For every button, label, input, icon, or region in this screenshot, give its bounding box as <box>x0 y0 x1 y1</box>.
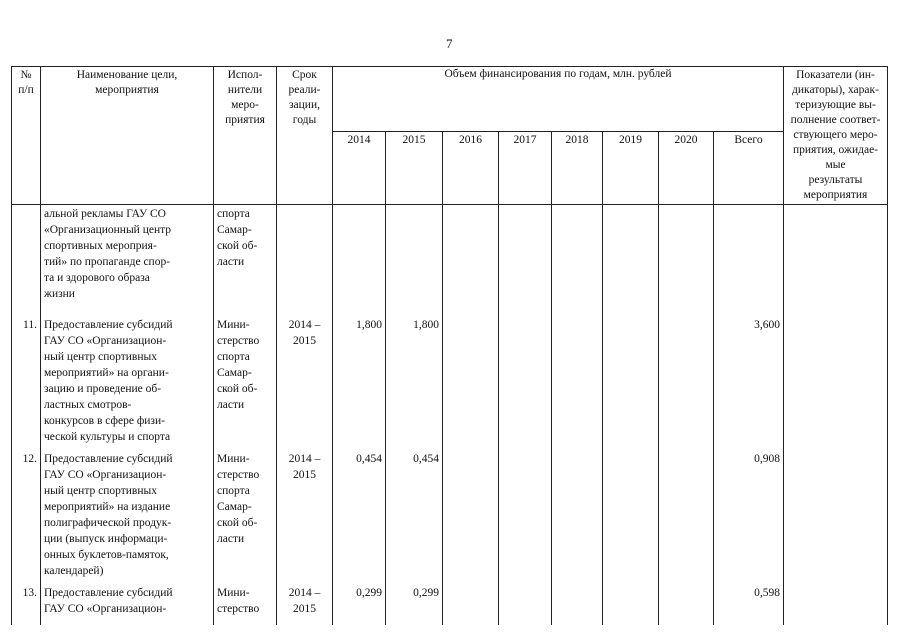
header-name: Наименование цели, мероприятия <box>41 67 214 205</box>
row-name: Предоставление субсидий ГАУ СО «Организацион- ный центр спортивных мероприятий» на издание полиграфической продук- ции (выпуск информаци- онных буклетов-памяток, календарей) <box>41 451 214 585</box>
table-row <box>12 205 888 317</box>
row-num: 11. <box>12 317 41 451</box>
row-2018 <box>552 205 603 317</box>
header-year-2018: 2018 <box>552 131 603 204</box>
table-row <box>12 451 888 585</box>
header-year-2015: 2015 <box>386 131 443 204</box>
row-2019 <box>603 451 659 585</box>
row-2018 <box>552 451 603 585</box>
row-total <box>714 205 784 317</box>
row-num: 12. <box>12 451 41 585</box>
row-num <box>12 205 41 317</box>
row-term: 2014 – 2015 <box>277 451 333 585</box>
row-2016 <box>443 585 499 625</box>
row-name: Предоставление субсидий ГАУ СО «Организацион- ный центр спортивных мероприятий» на органи- зацию и проведение об- ластных смотров- конкурсов в сфере физи- ческой культуры и спорта <box>41 317 214 451</box>
row-2020 <box>659 205 714 317</box>
row-2017 <box>499 317 552 451</box>
header-row-top <box>12 67 888 132</box>
row-total: 0,908 <box>714 451 784 585</box>
row-2019 <box>603 205 659 317</box>
row-2016 <box>443 451 499 585</box>
page-number: 7 <box>446 36 453 51</box>
row-2017 <box>499 205 552 317</box>
row-2014: 0,299 <box>333 585 386 625</box>
header-term: Срок реали- зации, годы <box>277 67 333 205</box>
header-funding: Объем финансирования по годам, млн. рублей <box>333 67 784 132</box>
row-2015 <box>386 205 443 317</box>
header-year-2014: 2014 <box>333 131 386 204</box>
row-executor: Мини- стерство спорта Самар- ской об- ласти <box>214 451 277 585</box>
program-table <box>11 66 888 625</box>
row-name: альной рекламы ГАУ СО «Организационный центр спортивных мероприя- тий» по пропаганде спор- та и здорового образа жизни <box>41 205 214 317</box>
row-2015: 0,454 <box>386 451 443 585</box>
row-2020 <box>659 451 714 585</box>
row-total: 3,600 <box>714 317 784 451</box>
header-executors: Испол- нители меро- приятия <box>214 67 277 205</box>
row-2017 <box>499 451 552 585</box>
row-2019 <box>603 585 659 625</box>
table-row <box>12 317 888 451</box>
row-term <box>277 205 333 317</box>
row-2020 <box>659 317 714 451</box>
row-term: 2014 – 2015 <box>277 317 333 451</box>
row-2018 <box>552 317 603 451</box>
row-executor: Мини- стерство спорта Самар- ской об- ласти <box>214 317 277 451</box>
row-2017 <box>499 585 552 625</box>
header-indicators: Показатели (ин- дикаторы), харак- теризующие вы- полнение соответ- ствующего меро- приятия, ожидае- мые результаты мероприятия <box>784 67 888 205</box>
row-2014 <box>333 205 386 317</box>
row-indicators <box>784 205 888 317</box>
row-indicators <box>784 585 888 625</box>
row-term: 2014 – 2015 <box>277 585 333 625</box>
row-2018 <box>552 585 603 625</box>
row-2015: 0,299 <box>386 585 443 625</box>
row-2019 <box>603 317 659 451</box>
row-2014: 0,454 <box>333 451 386 585</box>
row-2014: 1,800 <box>333 317 386 451</box>
row-2020 <box>659 585 714 625</box>
row-2016 <box>443 205 499 317</box>
row-num: 13. <box>12 585 41 625</box>
row-executor: Мини- стерство <box>214 585 277 625</box>
header-total: Всего <box>714 131 784 204</box>
row-2015: 1,800 <box>386 317 443 451</box>
table-row <box>12 585 888 625</box>
row-2016 <box>443 317 499 451</box>
row-indicators <box>784 451 888 585</box>
row-indicators <box>784 317 888 451</box>
header-year-2016: 2016 <box>443 131 499 204</box>
row-total: 0,598 <box>714 585 784 625</box>
header-year-2017: 2017 <box>499 131 552 204</box>
header-num: № п/п <box>12 67 41 205</box>
header-year-2019: 2019 <box>603 131 659 204</box>
header-year-2020: 2020 <box>659 131 714 204</box>
row-executor: спорта Самар- ской об- ласти <box>214 205 277 317</box>
row-name: Предоставление субсидий ГАУ СО «Организацион- <box>41 585 214 625</box>
